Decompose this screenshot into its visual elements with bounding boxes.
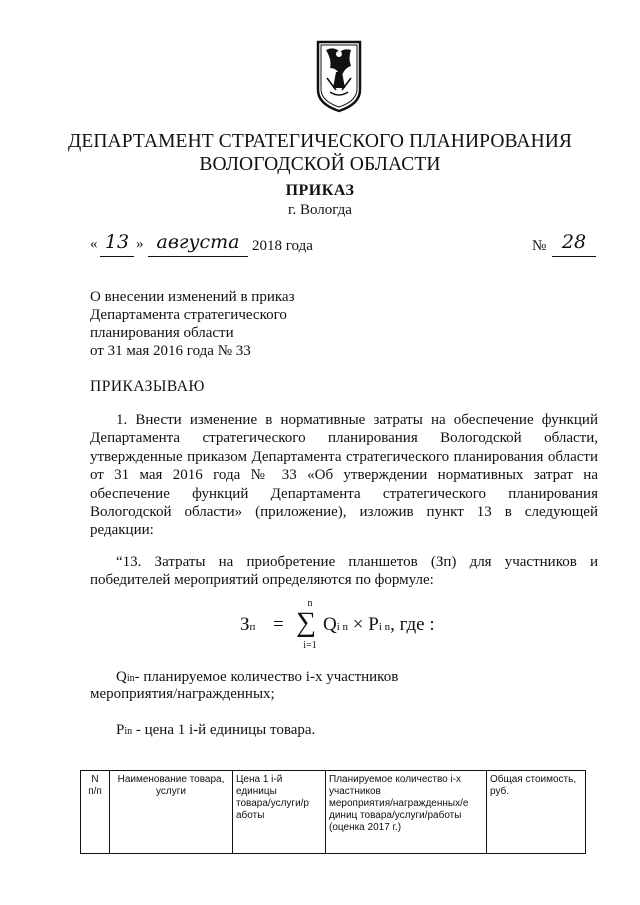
definition-p [116,722,315,739]
order-number-handwritten: 28 [552,228,596,257]
paragraph-1 [90,411,598,540]
order-number-label: № [532,238,547,254]
formula-sum-bottom: i=1 [303,640,317,651]
definition-q [116,668,398,688]
paragraph-line: “13. Затраты на приобретение планшетов (Зп) для участников и [116,554,598,570]
date-row [90,226,610,260]
paragraph-line: 1. Внести изменение в нормативные затраты на обеспечение функций [116,412,598,428]
p-symbol: P [116,722,125,738]
sigma-icon: ∑ [296,607,316,638]
coat-of-arms-emblem [314,38,364,114]
header-cell-total: Общая стоимость, руб. [487,771,586,854]
subject-line: планирования области [90,325,234,341]
formula-lhs: З [240,614,250,635]
formula-equals: = [273,614,284,635]
p-definition-text: - цена 1 i-й единицы товара. [132,722,316,738]
paragraph-line: Вологодской области» (приложение), изложив пункт 13 в следующей [90,504,598,521]
subject-line: Департамента стратегического [90,307,287,323]
q-definition-text: - планируемое количество i-х участников [134,669,399,685]
date-month-handwritten: августа [148,228,248,257]
paragraph-line: победителей мероприятий определяются по формуле: [90,572,434,589]
p-symbol-sub: in [124,726,133,737]
q-symbol-sub: in [126,673,135,684]
subject-block [90,288,295,360]
table-header-row [81,771,586,854]
city-label: г. Вологда [288,202,352,218]
paragraph-line: редакции: [90,522,154,539]
order-word: ПРИКАЗЫВАЮ [90,378,205,395]
q-symbol: Q [116,669,127,685]
department-title-line1: ДЕПАРТАМЕНТ СТРАТЕГИЧЕСКОГО ПЛАНИРОВАНИЯ [67,131,573,152]
department-title-line2: ВОЛОГОДСКОЙ ОБЛАСТИ [199,154,441,175]
date-day-handwritten: 13 [100,228,134,257]
paragraph-line: обеспечение функций Департамента стратегического планирования [90,485,598,502]
formula-tail: , где : [390,614,435,635]
header-cell-quantity: Планируемое количество i-х участников мероприятия/награжденных/е диниц товара/услуги/работы (оценка 2017 г.) [326,771,487,854]
cost-table [80,770,586,854]
formula-p: P [368,614,379,635]
formula-p-sub: i n [378,621,391,633]
header-cell-number: N п/п [81,771,110,854]
paragraph-line: Департамента стратегического планирования Вологодской области, [90,430,598,447]
header-cell-price: Цена 1 i-й единицы товара/услуги/р аботы [233,771,326,854]
header-cell-name: Наименование товара, услуги [110,771,233,854]
formula-sum-top: n [307,598,313,609]
formula-q-sub: i n [336,621,349,633]
paragraph-2 [90,553,598,590]
formula [0,598,640,668]
formula-q: Q [323,614,337,635]
date-close-quote: » [136,236,144,252]
formula-lhs-sub: п [249,621,256,633]
paragraph-line: от 31 мая 2016 года № 33 «Об утверждении нормативных затрат на [90,467,598,484]
date-year: 2018 года [252,238,313,254]
subject-line: О внесении изменений в приказ [90,289,295,305]
definition-q-line2: мероприятия/награжденных; [90,686,275,702]
doc-type-title: ПРИКАЗ [285,182,355,199]
date-open-quote: « [90,236,98,252]
subject-line: от 31 мая 2016 года № 33 [90,343,251,359]
paragraph-line: утвержденные приказом Департамента стратегического планирования области [90,448,598,465]
formula-times: × [352,614,364,635]
